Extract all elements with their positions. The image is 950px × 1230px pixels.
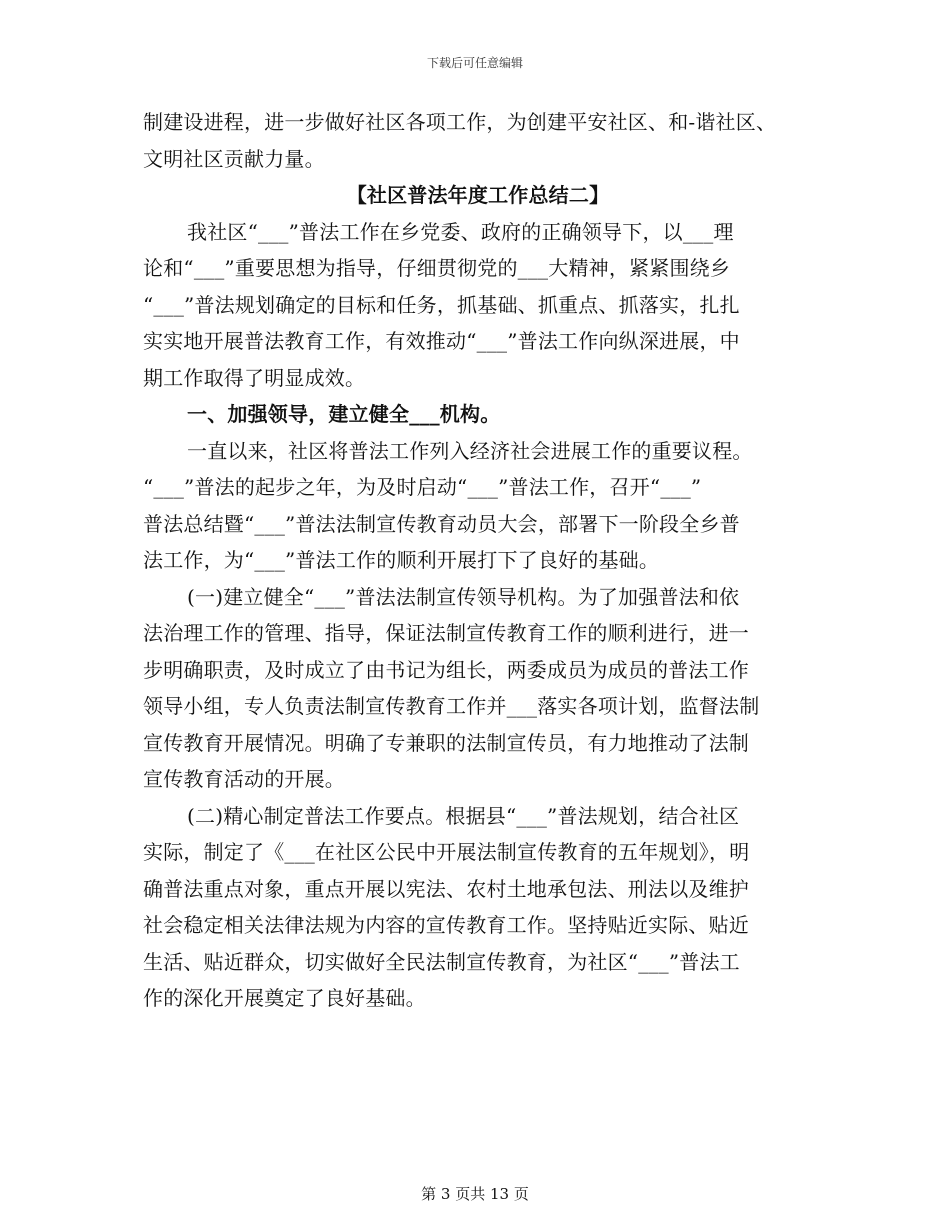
- text-line: “___”普法的起步之年，为及时启动“___”普法工作，召开“___”: [143, 475, 702, 499]
- text-line: 一直以来，社区将普法工作列入经济社会进展工作的重要议程。: [187, 438, 753, 463]
- text-line: 期工作取得了明显成效。: [143, 365, 366, 390]
- page-header-note: 下载后可任意编辑: [426, 56, 523, 70]
- text-line: 我社区“___”普法工作在乡党委、政府的正确领导下，以___理: [187, 219, 734, 244]
- document-body: [143, 104, 813, 1017]
- text-line: 步明确职责，及时成立了由书记为组长，两委成员为成员的普法工作: [143, 657, 749, 682]
- text-line: 社会稳定相关法律法规为内容的宣传教育工作。坚持贴近实际、贴近: [143, 913, 749, 937]
- text-line: 文明社区贡献力量。: [143, 146, 325, 171]
- section-title: 【社区普法年度工作总结二】: [346, 183, 610, 207]
- page-number: 第 3 页共 13 页: [421, 1185, 529, 1203]
- text-line: 法工作，为“___”普法工作的顺利开展打下了良好的基础。: [143, 548, 660, 572]
- text-line: 实际，制定了《___在社区公民中开展法制宣传教育的五年规划》，明: [143, 840, 750, 864]
- text-line: 法治理工作的管理、指导，保证法制宣传教育工作的顺利进行，进一: [143, 621, 749, 645]
- text-line: (一)建立健全“___”普法法制宣传领导机构。为了加强普法和依: [187, 584, 740, 609]
- text-line: 宣传教育活动的开展。: [143, 767, 345, 791]
- text-line: 普法总结暨“___”普法法制宣传教育动员大会，部署下一阶段全乡普: [143, 511, 740, 536]
- text-line: 领导小组，专人负责法制宣传教育工作并___落实各项计划，监督法制: [143, 694, 760, 718]
- text-line: 作的深化开展奠定了良好基础。: [143, 986, 426, 1010]
- text-line: 实实地开展普法教育工作，有效推动“___”普法工作向纵深进展，中: [143, 329, 740, 353]
- text-line: 生活、贴近群众，切实做好全民法制宣传教育，为社区“___”普法工: [143, 949, 740, 974]
- text-line: 确普法重点对象，重点开展以宪法、农村土地承包法、刑法以及维护: [143, 876, 749, 901]
- text-line: “___”普法规划确定的目标和任务，抓基础、抓重点、抓落实，扎扎: [143, 292, 740, 317]
- text-line: 论和“___”重要思想为指导，仔细贯彻党的___大精神，紧紧围绕乡: [143, 256, 731, 280]
- text-line: 制建设进程，进一步做好社区各项工作，为创建平安社区、和-谐社区、: [143, 110, 777, 134]
- text-line: 宣传教育开展情况。明确了专兼职的法制宣传员，有力地推动了法制: [143, 730, 749, 755]
- subsection-heading: 一、加强领导，建立健全___机构。: [187, 402, 501, 426]
- text-line: (二)精心制定普法工作要点。根据县“___”普法规划，结合社区: [187, 803, 740, 828]
